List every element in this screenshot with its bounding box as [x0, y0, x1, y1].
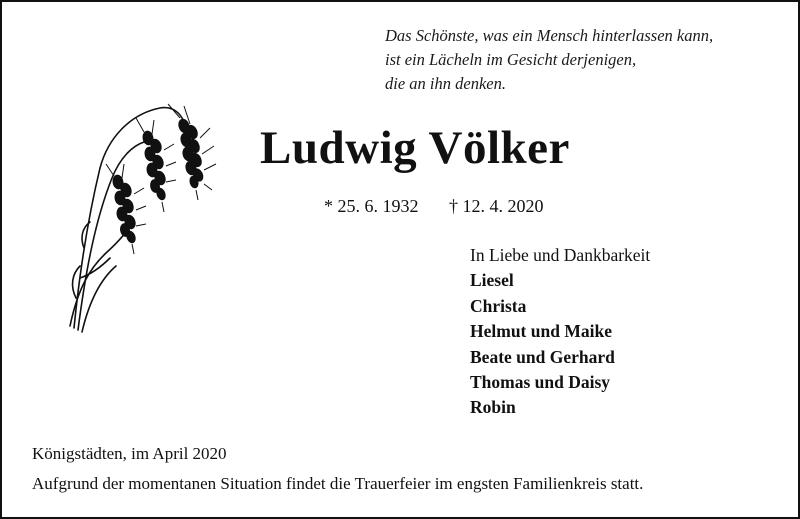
quote-line: die an ihn denken. [385, 74, 506, 93]
memorial-quote [385, 24, 713, 96]
death-date: † 12. 4. 2020 [449, 196, 544, 216]
mourner-name: Thomas und Daisy [470, 372, 611, 393]
wheat-ears-icon [60, 98, 230, 338]
quote-line: ist ein Lächeln im Gesicht derjenigen, [385, 50, 637, 69]
mourner-name: Helmut und Maike [470, 321, 612, 342]
mourners-intro: In Liebe und Dankbarkeit [470, 245, 651, 265]
birth-date: * 25. 6. 1932 [324, 196, 419, 216]
mourner-name: Robin [470, 397, 516, 418]
mourner-name: Beate und Gerhard [470, 346, 615, 367]
place-and-date: Königstädten, im April 2020 [32, 444, 227, 463]
quote-line: Das Schönste, was ein Mensch hinterlassen kann, [385, 26, 714, 45]
mourner-name: Christa [470, 295, 527, 316]
mourners-list [470, 243, 650, 421]
deceased-name: Ludwig Völker [260, 122, 570, 174]
life-dates [324, 194, 544, 218]
mourner-name: Liesel [470, 270, 514, 291]
funeral-notice: Aufgrund der momentanen Situation findet die Trauerfeier im engsten Familienkreis statt. [32, 474, 644, 493]
